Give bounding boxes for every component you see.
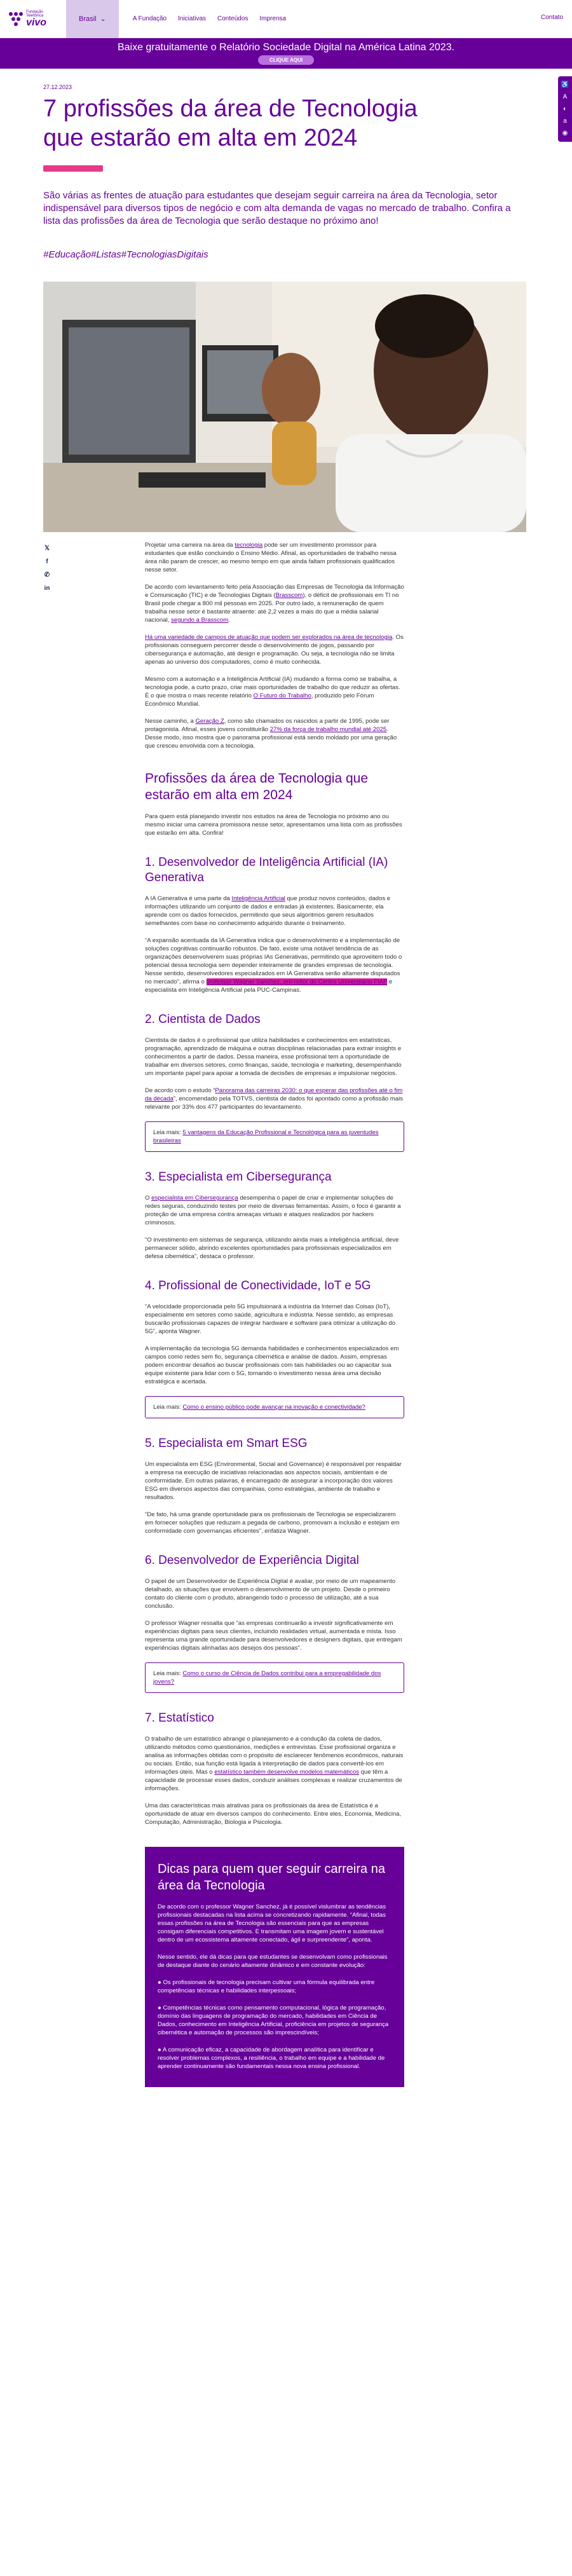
- logo-brand-text: vivo: [26, 17, 47, 28]
- tips-bullet-2: ● Competências técnicas como pensamento computacional, lógica de programação, domínio das linguagens de programação do mercado, habilidades em Ciência de Dados, conhecimento em Inteligência Artificial, proficiência em projetos de segurança cibernética e automação de processos são imprescindíveis;: [158, 2004, 389, 2036]
- share-bar: [43, 532, 85, 2087]
- facebook-icon[interactable]: f: [46, 558, 48, 565]
- link-inteligencia-artificial[interactable]: Inteligência Artificial: [231, 895, 285, 902]
- profession-1-paragraph-1: A IA Generativa é uma parte da Inteligência Artificial que produz novos conteúdos, dados e informações utilizando um conjunto de dados e entradas já existentes. Basicamente, ela aprende com os dados fornecidos, permitindo que seus algoritmos gerem resultados semelhantes com base no conhecimento adquirido durante o treinamento.: [145, 895, 391, 927]
- article-body-wrapper: [43, 532, 526, 2087]
- profession-title-1: 1. Desenvolvedor de Inteligência Artificial (IA) Generativa: [145, 856, 388, 884]
- tips-bullet-1: ● Os profissionais de tecnologia precisam cultivar uma fórmula equilibrada entre competências técnicas e habilidades interpessoais;: [158, 1979, 375, 1994]
- link-professor-wagner[interactable]: professor Wagner Sanchez, pró-reitor do Centro Universitário FIAP: [206, 978, 388, 985]
- section-intro: Para quem está planejando investir nos estudos na área de Tecnologia no próximo ano ou mesmo iniciar uma carreira promissora nesse setor, apresentamos uma lista com as profissões que estarão em alta. Confira!: [145, 813, 402, 837]
- link-geracao-z[interactable]: Geração Z: [195, 718, 224, 725]
- read-more-box-3: Leia mais: Como o curso de Ciência de Dados contribui para a empregabilidade dos jovens?: [145, 1662, 404, 1693]
- profession-title-5: 5. Especialista em Smart ESG: [145, 1437, 308, 1450]
- read-more-link-2[interactable]: Como o ensino público pode avançar na inovação e conectividade?: [182, 1404, 365, 1411]
- link-brasscom[interactable]: Brasscom: [275, 592, 303, 599]
- profession-5-paragraph-1: Um especialista em ESG (Environmental, Social and Governance) é responsável por respaldar a empresa na execução de iniciativas relacionadas aos aspectos sociais, ambientais e de conformidade. Em outras palavras, é encarregado de assegurar a incorporação dos valores ESG em diversos aspectos das companhias, como estratégias, ambiente de trabalho e resultados.: [145, 1461, 402, 1501]
- profession-title-7: 7. Estatístico: [145, 1711, 214, 1725]
- link-campos-atuacao[interactable]: Há uma variedade de campos de atuação que podem ser explorados na área de tecnologia: [145, 634, 393, 641]
- nav-iniciativas[interactable]: Iniciativas: [178, 15, 207, 22]
- section-title: Profissões da área de Tecnologia que estarão em alta em 2024: [145, 771, 369, 802]
- accessibility-icon[interactable]: ♿: [561, 81, 569, 88]
- link-modelos-matematicos[interactable]: estatístico também desenvolve modelos matemáticos: [214, 1769, 360, 1776]
- country-selector[interactable]: [66, 0, 119, 38]
- article-main: [43, 84, 526, 2087]
- linkedin-icon[interactable]: in: [44, 585, 50, 592]
- profession-6-paragraph-2: O professor Wagner ressalta que “as empresas continuarão a investir significativamente em experiências digitais para seus clientes, incluindo realidades virtual, aumentada e mista. Isso representa uma grande oportunidade para desenvolvedores e designers digitais, que entregam experiências digitais alinhadas aos desejos dos pessoas”.: [145, 1620, 402, 1652]
- accessibility-tab: [558, 76, 572, 142]
- whatsapp-icon[interactable]: ✆: [44, 572, 50, 579]
- profession-title-3: 3. Especialista em Cibersegurança: [145, 1170, 332, 1184]
- link-tecnologia[interactable]: tecnologia: [235, 542, 263, 549]
- read-more-box-2: Leia mais: Como o ensino público pode avançar na inovação e conectividade?: [145, 1396, 404, 1418]
- banner-button[interactable]: CLIQUE AQUI: [258, 55, 314, 65]
- profession-7-paragraph-1: O trabalho de um estatístico abrange o planejamento e a condução da coleta de dados, utilizando métodos como questionários, medições e entrevistas. Esse profissional organiza e analisa as informações obtidas com o propósito de esclarecer fenômenos econômicos, naturais ou sociais. Então, sua função está ligada à interpretação de dados para convertê-los em informações úteis. Mas o estatístico também desenvolve modelos matemáticos que têm a capacidade de processar esses dados, conduzir análises complexas e realizar cruzamentos de informações.: [145, 1736, 404, 1792]
- profession-5-paragraph-2: “De fato, há uma grande oportunidade para os profissionais de Tecnologia se especializarem em fornecer soluções que reduzam a pegada de carbono, promovam a inclusão e estejam em conformidade com governanças eficientes”, enfatiza Wagner.: [145, 1511, 400, 1535]
- profession-7-paragraph-2: Uma das características mais atrativas para os profissionais da área de Estatística é a oportunidade de atuar em diversos campos do conhecimento. Entre eles, Economia, Medicina, Computação, Administração, Biologia e Psicologia.: [145, 1802, 402, 1826]
- tips-bullet-3: ● A comunicação eficaz, a capacidade de abordagem analítica para identificar e resolver problemas complexos, a resiliência, o trabalho em equipe e a habilidade de aprender continuamente são fundamentais nessa nova ensina profissional.: [158, 2046, 385, 2070]
- profession-title-6: 6. Desenvolvedor de Experiência Digital: [145, 1554, 359, 1567]
- link-futuro-trabalho[interactable]: O Futuro do Trabalho: [253, 692, 311, 699]
- intro-paragraph-5: Nesse caminho, a Geração Z, como são chamados os nascidos a partir de 1995, pode ser protagonista. Afinal, esses jovens constituirão 27% da força de trabalho mundial até 2025. Desse modo, isso mostra que o panorama profissional está sendo moldado por uma geração que cresceu envolvida com a tecnologia.: [145, 718, 397, 750]
- logo-icon: [9, 12, 22, 26]
- banner-text: Baixe gratuitamente o Relatório Sociedade Digital na América Latina 2023.: [117, 42, 455, 53]
- link-segundo-brasscom[interactable]: segundo a Brasscom: [171, 617, 229, 624]
- logo[interactable]: [9, 10, 60, 28]
- profession-6-paragraph-1: O papel de um Desenvolvedor de Experiência Digital é avaliar, por meio de um mapeamento detalhado, as situações que envolvem o desenvolvimento de um projeto. Desde o primeiro contato do cliente com o produto, abrangendo todo o processo de utilização, até a sua conclusão.: [145, 1578, 396, 1610]
- nav-fundacao[interactable]: A Fundação: [132, 15, 167, 22]
- article-date: 27.12.2023: [43, 84, 72, 90]
- main-nav: [133, 15, 286, 22]
- nav-conteudos[interactable]: Conteúdos: [217, 15, 249, 22]
- font-decrease-icon[interactable]: a: [563, 118, 567, 125]
- tips-box: [145, 1847, 404, 2087]
- listen-icon[interactable]: ◉: [562, 130, 568, 137]
- profession-1-paragraph-2: “A expansão acentuada da IA Generativa indica que o desenvolvimento e a implementação de soluções cognitivas continuarão robustos. De fato, existe uma notável tendência de as organizações desenvolverem suas próprias IAs Generativas, permitindo que aproveitem todo o potencial dessa tecnologia sem depender inteiramente de grandes empresas de tecnologia. Nesse sentido, desenvolvedores especializados em IA Generativa serão altamente disputados no mercado”, afirma o professor Wagner Sanchez, pró-reitor do Centro Universitário FIAP e especialista em Inteligência Artificial pela PUC-Campinas.: [145, 937, 402, 994]
- x-icon[interactable]: 𝕏: [44, 545, 50, 552]
- title-underline: [43, 165, 103, 172]
- profession-2-paragraph-2: De acordo com o estudo “Panorama das carreiras 2030: o que esperar das profissões até o fim da década”, encomendado pela TOTVS, cientista de dados foi apontado como a profissão mais relevante por 33% dos 477 participantes do levantamento.: [145, 1087, 404, 1111]
- intro-paragraph-3: Há uma variedade de campos de atuação que podem ser explorados na área de tecnologia. Os profissionais conseguem percorrer desde o desenvolvimento de jogos, passando por cibersegurança e automação, até design e programação. Ou seja, a tecnologia não se limita apenas ao universo dos computadores, como é muito conhecida.: [145, 634, 404, 666]
- read-more-box-1: Leia mais: 5 vantagens da Educação Profissional e Tecnológica para as juventudes brasileiras: [145, 1121, 404, 1152]
- profession-4-paragraph-1: “A velocidade proporcionada pelo 5G impulsionará a indústria da Internet das Coisas (IoT), especialmente em setores como saúde, agricultura e indústria. Nesse sentido, as empresas buscarão profissionais capazes de integrar hardware e software para otimizar a utilização do 5G”, aponta Wagner.: [145, 1303, 396, 1335]
- country-label: Brasil: [79, 15, 97, 23]
- link-forca-trabalho[interactable]: 27% da força de trabalho mundial até 2025: [269, 726, 387, 733]
- article-content: [145, 532, 404, 2087]
- hero-image: [43, 282, 526, 532]
- font-increase-icon[interactable]: A: [562, 93, 568, 100]
- top-navigation: [0, 0, 572, 38]
- profession-2-paragraph-1: Cientista de dados é o profissional que utiliza habilidades e conhecimentos em estatísticas, programação, aprendizado de máquina e outras disciplinas relacionadas para extrair insights e conhecimentos a partir de dados. Dessa maneira, esse profissional tem a oportunidade de trabalhar em diversos setores, como finanças, saúde, tecnologia e marketing, desempenhando um importante papel para apoiar a tomada de decisões de empresas e impulsionar negócios.: [145, 1037, 402, 1077]
- article-title: 7 profissões da área de Tecnologia que estarão em alta em 2024: [43, 95, 418, 151]
- profession-4-paragraph-2: A implementação da tecnologia 5G demanda habilidades e conhecimentos especializados em campos como redes sem fio, segurança cibernética e análise de dados. Assim, empresas podem encontrar desafios ao buscar profissionais com tais habilidades ou ao capacitar sua equipe existente para lidar com o 5G, tornando o investimento nessa área uma decisão estratégica e acertada.: [145, 1345, 399, 1385]
- tips-paragraph-2: Nesse sentido, ele dá dicas para que estudantes se desenvolvam como profissionais de destaque diante do cenário altamente dinâmico e em constante evolução:: [158, 1954, 388, 1969]
- link-panorama-carreiras[interactable]: Panorama das carreiras 2030: o que esperar das profissões até o fim da década: [145, 1087, 403, 1102]
- article-lead: São várias as frentes de atuação para estudantes que desejam seguir carreira na área da Tecnologia, setor indispensável para diversos tipos de negócio e com alta demanda de vagas no mercado de trabalho. Confira a lista das profissões da área de Tecnologia que serão destaque no próximo ano!: [43, 190, 511, 226]
- profession-title-2: 2. Cientista de Dados: [145, 1013, 261, 1026]
- promo-banner: [0, 38, 572, 69]
- article-tags[interactable]: #Educação#Listas#TecnologiasDigitais: [43, 249, 208, 260]
- tips-paragraph-1: De acordo com o professor Wagner Sanchez, já é possível vislumbrar as tendências profissionais destacadas na lista acima se concretizando rapidamente. “Afinal, todas essas profissões na área de Tecnologia são essenciais para que as empresas consigam diferenciais competitivos. E transmitam uma imagem jovem e sustentável dentro de um ecossistema altamente conectado, ágil e surpreendente”, aponta.: [158, 1903, 386, 1943]
- read-more-link-3[interactable]: Como o curso de Ciência de Dados contribui para a empregabilidade dos jovens?: [153, 1670, 381, 1685]
- link-ciberseguranca[interactable]: especialista em Cibersegurança: [151, 1195, 238, 1202]
- intro-paragraph-4: Mesmo com a automação e a Inteligência Artificial (IA) mudando a forma como se trabalha, a tecnologia pode, a curto prazo, criar mais oportunidades de trabalho do que reduzir as ofertas. É o que mostra o mais recente relatório O Futuro do Trabalho, produzido pelo Fórum Econômico Mundial.: [145, 676, 400, 708]
- tips-title: Dicas para quem quer seguir carreira na área da Tecnologia: [158, 1862, 385, 1893]
- profession-3-paragraph-2: “O investimento em sistemas de segurança, utilizando ainda mais a inteligência artificial, deve permanecer sólido, abrindo excelentes oportunidades para profissionais especializados em defesa cibernética”, destaca o professor.: [145, 1237, 399, 1260]
- nav-contato[interactable]: Contato: [540, 14, 563, 21]
- intro-paragraph-1: Projetar uma carreira na área da tecnologia pode ser um investimento promissor para estudantes que estão concluindo o Ensino Médio. Afinal, as oportunidades de trabalho nessa área não param de crescer, ao mesmo tempo em que ainda faltam profissionais qualificados nesse setor.: [145, 542, 397, 573]
- intro-paragraph-2: De acordo com levantamento feito pela Associação das Empresas de Tecnologia da Informação e Comunicação (TIC) e de Tecnologias Digitais (Brasscom), o déficit de profissionais em TI no Brasil pode chegar a 800 mil pessoas em 2025. Por outro lado, a remuneração de quem trabalha nesse setor é bastante atraente: até 2,2 vezes a mais do que a média salarial nacional, segundo a Brasscom.: [145, 584, 404, 624]
- logo-small-text: Fundação Telefônica: [26, 10, 44, 18]
- read-more-link-1[interactable]: 5 vantagens da Educação Profissional e Tecnológica para as juventudes brasileiras: [153, 1129, 379, 1144]
- chevron-down-icon: ⌄: [100, 15, 106, 23]
- contrast-icon[interactable]: ◐: [562, 106, 568, 113]
- profession-3-paragraph-1: O especialista em Cibersegurança desempenha o papel de criar e implementar soluções de redes seguras, conduzindo testes por meio de diversas ferramentas. Assim, o foco é garantir a proteção de uma empresa contra ameaças virtuais e ataques realizados por hackers criminosos.: [145, 1195, 401, 1226]
- nav-imprensa[interactable]: Imprensa: [259, 15, 287, 22]
- profession-title-4: 4. Profissional de Conectividade, IoT e 5G: [145, 1279, 371, 1292]
